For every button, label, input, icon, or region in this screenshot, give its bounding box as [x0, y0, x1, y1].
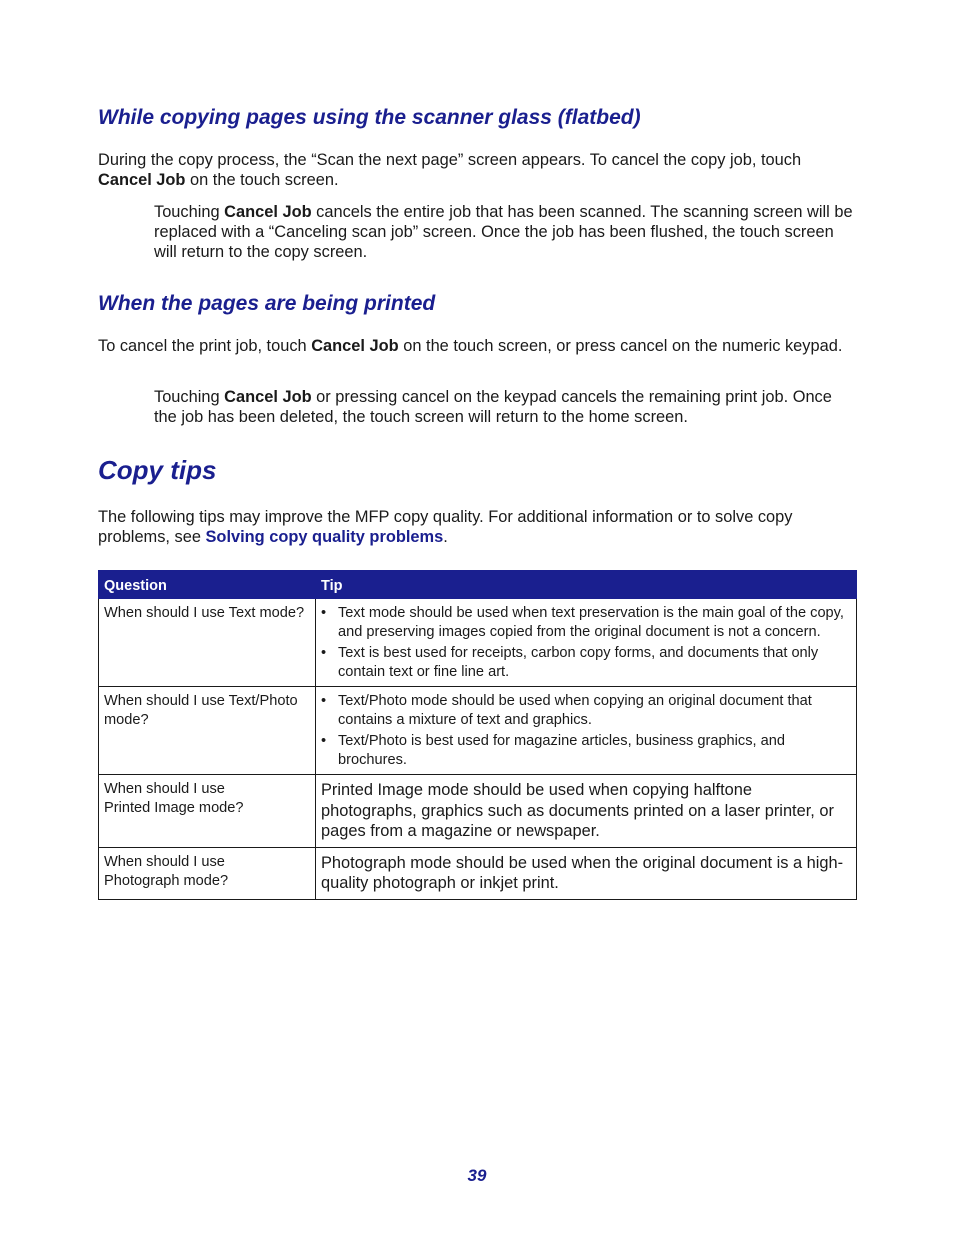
text: Touching: [154, 388, 225, 406]
text: Text/Photo mode should be used when copying an original document that contains a mixture of text and graphics.: [338, 693, 812, 728]
page-number: 39: [467, 1166, 487, 1185]
bold-term: Cancel Job: [224, 388, 312, 406]
table-row: [99, 847, 857, 899]
text: When should I use: [104, 781, 225, 797]
paragraph-print-note: [154, 387, 858, 427]
bold-term: Cancel Job: [98, 171, 186, 189]
question-cell: When should I use Text mode?: [99, 599, 316, 687]
bullet: •: [321, 693, 327, 709]
table-row: [99, 687, 857, 775]
text: cancels the entire job that has been scanned. The scanning screen will be replaced with a “Canceling scan job” screen. Once the job has been flushed, the touch screen will return to the copy screen.: [154, 203, 853, 261]
tip-cell: Printed Image mode should be used when copying halftone photographs, graphics such as documents printed on a laser printer, or pages from a magazine or newspaper.: [316, 775, 857, 848]
bullet: •: [321, 605, 327, 621]
link-solving-copy-quality[interactable]: Solving copy quality problems: [205, 528, 444, 546]
bold-term: Cancel Job: [311, 337, 399, 355]
table-header-row: [99, 571, 857, 599]
text: Text mode should be used when text preservation is the main goal of the copy, and preserving images copied from the original document is not a concern.: [338, 605, 844, 640]
text: Text is best used for receipts, carbon copy forms, and documents that only contain text or fine line art.: [338, 645, 819, 680]
text: Photograph mode?: [104, 872, 229, 889]
list-item: [321, 644, 851, 681]
table-row: [99, 599, 857, 687]
section-heading-printing: When the pages are being printed: [98, 292, 436, 315]
text: .: [443, 528, 448, 546]
copy-tips-table: [98, 570, 857, 900]
bullet: •: [321, 733, 327, 749]
paragraph-copy-tips-intro: [98, 507, 858, 547]
text: The following tips may improve the MFP copy quality. For additional information or to solve copy problems, see: [98, 508, 793, 546]
page-title-copy-tips: Copy tips: [98, 455, 217, 485]
paragraph-flatbed-note: [154, 202, 858, 262]
text: Touching: [154, 203, 225, 221]
tip-list: [321, 692, 851, 769]
text: To cancel the print job, touch: [98, 337, 312, 355]
list-item: [321, 604, 851, 641]
tip-list: [321, 604, 851, 681]
question-cell: [99, 847, 316, 899]
list-item: [321, 692, 851, 729]
question-cell: [99, 775, 316, 848]
text: Printed Image mode?: [104, 800, 244, 816]
bold-term: Cancel Job: [224, 203, 312, 221]
paragraph-print-cancel: [98, 336, 858, 356]
tip-cell: Photograph mode should be used when the original document is a high-quality photograph or inkjet print.: [316, 847, 857, 899]
table-row: [99, 775, 857, 848]
paragraph-flatbed-cancel: [98, 150, 858, 190]
question-cell: When should I use Text/Photo mode?: [99, 687, 316, 775]
header-tip: Tip: [316, 571, 857, 599]
tip-cell: [316, 687, 857, 775]
header-question: Question: [99, 571, 316, 599]
section-heading-flatbed: While copying pages using the scanner glass (flatbed): [98, 106, 641, 129]
text: on the touch screen, or press cancel on the numeric keypad.: [398, 337, 843, 355]
text: on the touch screen.: [185, 171, 339, 189]
text: Text/Photo is best used for magazine articles, business graphics, and brochures.: [338, 733, 785, 768]
list-item: [321, 732, 851, 769]
tip-cell: [316, 599, 857, 687]
text: When should I use: [104, 853, 225, 870]
bullet: •: [321, 645, 327, 661]
text: or pressing cancel on the keypad cancels the remaining print job. Once the job has been deleted, the touch screen will return to the home screen.: [154, 388, 832, 426]
text: During the copy process, the “Scan the next page” screen appears. To cancel the copy job, touch: [98, 151, 802, 169]
